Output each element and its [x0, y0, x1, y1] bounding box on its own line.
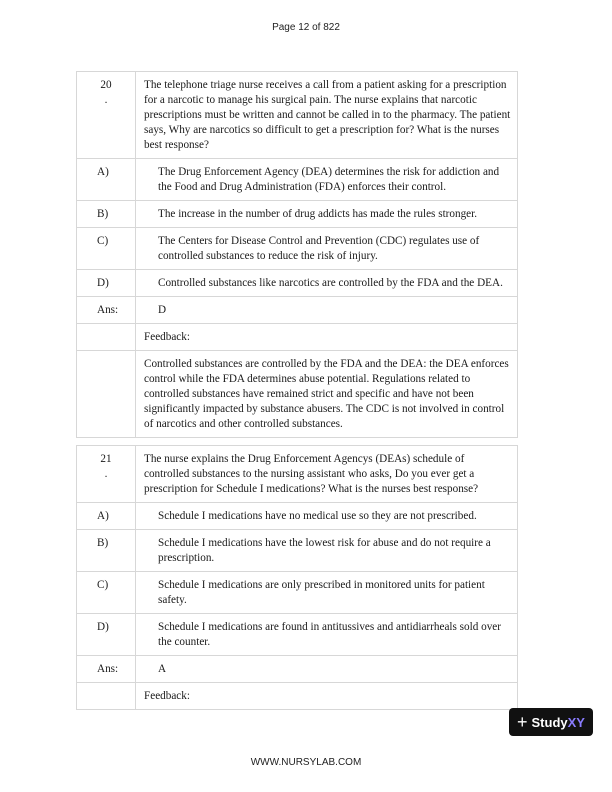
feedback-label-row	[77, 324, 518, 351]
studyxy-badge[interactable]	[509, 708, 593, 736]
brand-prefix: Study	[531, 714, 568, 730]
answer-row	[77, 656, 518, 683]
feedback-label: Feedback:	[136, 324, 518, 351]
option-label: D)	[77, 270, 136, 297]
answer-row	[77, 297, 518, 324]
option-row-c	[77, 228, 518, 270]
question-stem: The nurse explains the Drug Enforcement Agencys (DEAs) schedule of controlled substances to the nursing assistant who asks, Do you ever get a prescription for Schedule I medications? What is the nurses best response?	[136, 446, 518, 503]
question-number-suffix: .	[104, 468, 108, 480]
option-text: Controlled substances like narcotics are controlled by the FDA and the DEA.	[136, 270, 518, 297]
option-label: A)	[77, 503, 136, 530]
option-row-b	[77, 530, 518, 572]
feedback-label-row	[77, 683, 518, 710]
option-row-c	[77, 572, 518, 614]
option-text: Schedule I medications are found in antitussives and antidiarrheals sold over the counter.	[136, 614, 518, 656]
option-text: The Drug Enforcement Agency (DEA) determines the risk for addiction and the Food and Drug Administration (FDA) enforces their control.	[136, 159, 518, 201]
feedback-label: Feedback:	[136, 683, 518, 710]
question-stem-row	[77, 72, 518, 159]
option-row-b	[77, 201, 518, 228]
question-stem-row	[77, 446, 518, 503]
option-text: Schedule I medications have the lowest risk for abuse and do not require a prescription.	[136, 530, 518, 572]
option-row-d	[77, 270, 518, 297]
question-21-table	[76, 445, 518, 710]
question-number-suffix: .	[104, 94, 108, 106]
option-text: Schedule I medications are only prescribed in monitored units for patient safety.	[136, 572, 518, 614]
option-row-d	[77, 614, 518, 656]
option-label: C)	[77, 572, 136, 614]
question-20-table	[76, 71, 518, 438]
feedback-text: Controlled substances are controlled by the FDA and the DEA: the DEA enforces control while the FDA determines abuse potential. Regulations related to controlled substances have remained strict and specific and have not been significantly impacted by substance abusers. The CDC is not involved in control of narcotics and other controlled substances.	[136, 351, 518, 438]
option-row-a	[77, 159, 518, 201]
question-number	[77, 72, 136, 159]
option-row-a	[77, 503, 518, 530]
answer-value: D	[136, 297, 518, 324]
option-text: Schedule I medications have no medical use so they are not prescribed.	[136, 503, 518, 530]
answer-label: Ans:	[77, 297, 136, 324]
question-number-value: 21	[100, 453, 112, 465]
question-number-value: 20	[100, 79, 112, 91]
option-text: The increase in the number of drug addicts has made the rules stronger.	[136, 201, 518, 228]
question-stem: The telephone triage nurse receives a call from a patient asking for a prescription for a narcotic to manage his surgical pain. The nurse explains that narcotic prescriptions must be written and cannot be called in to the pharmacy. The patient says, Why are narcotics so difficult to get a prescription for? What is the nurses best response?	[136, 72, 518, 159]
answer-value: A	[136, 656, 518, 683]
option-label: B)	[77, 530, 136, 572]
question-number	[77, 446, 136, 503]
footer-site: WWW.NURSYLAB.COM	[250, 757, 362, 768]
option-label: D)	[77, 614, 136, 656]
option-label: C)	[77, 228, 136, 270]
option-label: B)	[77, 201, 136, 228]
option-text: The Centers for Disease Control and Prevention (CDC) regulates use of controlled substances to reduce the risk of injury.	[136, 228, 518, 270]
answer-label: Ans:	[77, 656, 136, 683]
feedback-text-row	[77, 351, 518, 438]
plus-icon: +	[517, 712, 528, 732]
empty-cell	[77, 351, 136, 438]
empty-cell	[77, 324, 136, 351]
option-label: A)	[77, 159, 136, 201]
page-number: Page 12 of 822	[272, 22, 340, 33]
brand-suffix: XY	[567, 714, 585, 730]
empty-cell	[77, 683, 136, 710]
